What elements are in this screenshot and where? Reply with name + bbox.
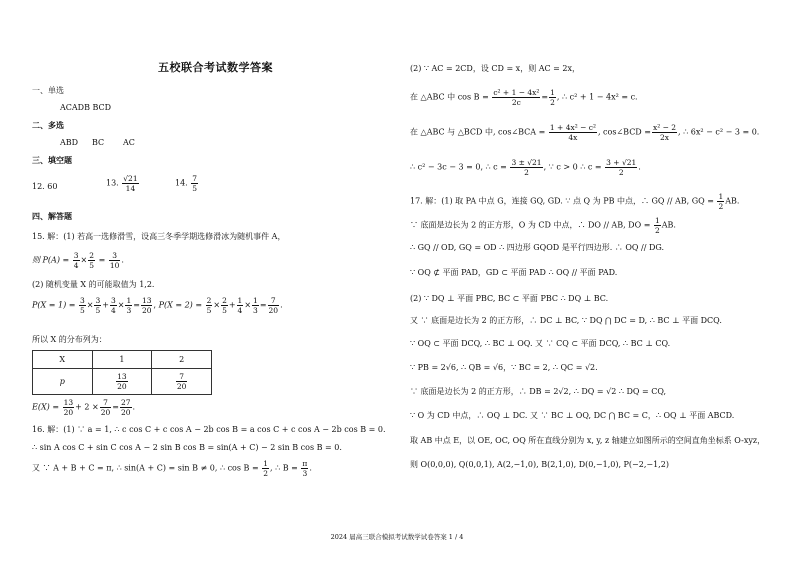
r3b: , cos∠BCD =	[597, 127, 651, 137]
q17-line-7: ∵ OQ ⊂ 平面 DCQ, ∴ BC ⊥ OQ. 又 ∵ CQ ⊂ 平面 DCQ, ∴ BC ⊥ CQ.	[410, 339, 671, 348]
r2b: =	[541, 92, 549, 102]
multi-choice-answer-1: ABD	[60, 138, 79, 147]
r3-f2-den: 2x	[659, 133, 669, 142]
q15-ex-mid: + 2 ×	[75, 402, 99, 412]
q17-line-6: 又 ∵ 底面是边长为 2 的正方形，∴ DC ⊥ BC, ∵ DQ ⋂ DC = D, ∴ BC ⊥ 平面 DCQ.	[410, 316, 722, 325]
p1-num: 13	[117, 372, 127, 381]
q16-l3c: .	[309, 463, 312, 473]
q16-part2-line-3	[410, 123, 759, 142]
p2-den: 20	[176, 382, 187, 391]
q13-fraction	[122, 174, 138, 193]
q17-line-5: (2) ∵ DQ ⊥ 平面 PBC, BC ⊂ 平面 PBC ∴ DQ ⊥ BC.	[410, 294, 609, 303]
q15-times: ×	[80, 255, 88, 265]
section-multi-choice-heading: 二、多选	[32, 120, 64, 130]
q14-answer	[175, 174, 199, 193]
q13-den: 14	[125, 184, 136, 193]
q13-label: 13.	[106, 178, 119, 188]
r4-f-num: 3 ± √21	[511, 158, 542, 167]
q15-frac-1-num: 3	[73, 251, 79, 260]
q15-px1-label: P(X = 1) =	[32, 300, 76, 310]
q17-line-3: ∴ GQ // OD, GQ = OD ∴ 四边形 GQOD 是平行四边形. ∴ OQ // DG.	[410, 243, 665, 252]
q15-line-3: (2) 随机变量 X 的可能取值为 1,2.	[32, 280, 155, 289]
q15-line-2	[32, 251, 124, 270]
q14-fraction	[191, 174, 198, 193]
q15-px2-label: P(X = 2) =	[158, 300, 203, 310]
q15-frac-2-den: 5	[89, 261, 95, 270]
r4a: ∴ c² − 3c − 3 = 0, ∴ c =	[410, 162, 507, 172]
r4-f-den: 2	[524, 168, 529, 177]
page-footer: 2024 届高三联合模拟考试数学试卷答案 1 / 4	[330, 533, 464, 541]
q15-frac-3-den: 10	[109, 261, 120, 270]
q16-line-2: ∴ sin A cos C + sin C cos A − 2 sin B cos B = sin(A + C) − 2 sin B cos B = 0.	[32, 443, 342, 452]
q15-pa-label: 则 P(A) =	[32, 255, 70, 265]
q15-frac-2-num: 2	[89, 251, 95, 260]
r2-f1-den: 2c	[511, 98, 521, 107]
page-title: 五校联合考试数学答案	[158, 61, 273, 74]
r2-f1-num: c² + 1 − 4x²	[493, 88, 540, 97]
section-fill-in-heading: 三、填空题	[32, 155, 72, 165]
p1-den: 20	[117, 382, 127, 391]
r3-f2-num: x² − 2	[652, 123, 677, 132]
q15-line-5: 所以 X 的分布列为：	[32, 335, 107, 344]
q17-line-9: ∵ 底面是边长为 2 的正方形，∴ DB = 2√2, ∴ DQ = √2 ∴ DQ = CQ,	[410, 387, 667, 396]
q15-frac-1-den: 4	[73, 261, 79, 270]
q17-f-den: 2	[718, 202, 724, 211]
q17b: AB.	[725, 196, 740, 206]
q16-l3a: 又 ∵ A + B + C = π, ∴ sin(A + C) = sin B ≠ 0, ∴ cos B =	[32, 463, 259, 473]
r2c: , ∴ c² + 1 − 4x² = c.	[556, 92, 638, 102]
r6-f-den: 2	[654, 226, 660, 235]
table-cell: 1	[92, 351, 152, 369]
section-solution-heading: 四、解答题	[32, 211, 72, 221]
multi-choice-answer-3: AC	[123, 138, 135, 147]
q14-label: 14.	[175, 178, 188, 188]
table-cell: p	[33, 369, 93, 395]
q14-num: 7	[192, 174, 198, 183]
q15-ex-eq: =	[112, 402, 119, 412]
r4-g-num: 3 + √21	[606, 158, 637, 167]
r4b: , ∵ c > 0 ∴ c =	[543, 162, 602, 172]
q13-answer	[106, 174, 140, 193]
q15-frac-1	[73, 251, 80, 270]
r3-f1-num: 1 + 4x² − c²	[549, 123, 596, 132]
q16-part2-line-2	[410, 88, 638, 107]
r3c: , ∴ 6x² − c² − 3 = 0.	[678, 127, 760, 137]
section-single-choice-heading: 一、单选	[32, 86, 64, 95]
q17-line-4: ∵ OQ ⊄ 平面 PAD，GD ⊂ 平面 PAD ∴ OQ // 平面 PAD.	[410, 268, 618, 277]
q15-eq: =	[98, 255, 106, 265]
multi-choice-answer-2: BC	[92, 138, 105, 147]
q17-line-2	[410, 216, 676, 235]
r2-f2-den: 2	[550, 98, 555, 107]
q16-line-1: 16. 解：(1) ∵ a = 1, ∴ c cos C + c cos A − 2b cos B = a cos C + c cos A − 2b cos B = 0.	[32, 425, 386, 434]
table-cell	[152, 369, 212, 395]
q15-period: .	[121, 255, 124, 265]
q16-part2-line-4	[410, 158, 641, 177]
q16-line-3: 又 ∵ A + B + C = π, ∴ sin(A + C) = sin B ≠ 0, ∴ cos B = $\frac{1}{2}$ , ∴ B = $\frac{\pi}{3}$ .	[32, 459, 312, 478]
table-cell: X	[33, 351, 93, 369]
r6a: ∵ 底面是边长为 2 的正方形，O 为 CD 中点，∴ DO // AB, DO =	[410, 220, 651, 230]
q17-line-11: 取 AB 中点 E，以 OE, OC, OQ 所在直线分别为 x, y, z 轴建立如图所示的空间直角坐标系 O-xyz，	[410, 436, 766, 445]
table-row	[33, 369, 212, 395]
q16-l3b: , ∴ B =	[269, 463, 298, 473]
r3a: 在 △ABC 与 △BCD 中, cos∠BCA =	[410, 127, 546, 137]
distribution-table	[32, 350, 212, 395]
table-cell	[92, 369, 152, 395]
q17-line-1	[410, 192, 739, 211]
r6b: AB.	[661, 220, 676, 230]
q15-line-4: P(X = 1) = $\frac{3}{5}$ × $\frac{3}{5}$ + $\frac{3}{4}$ × $\frac{1}{3}$ = $\frac{13}{20}$ , P(X = 2) = $\frac{2}{5}$ × $\frac{2}{5}$ + $\frac{1}{4}$ × $\frac{1}{3}$ = $\frac{7}{20}$ .	[32, 296, 283, 315]
q17-line-8: ∵ PB = 2√6, ∴ QB = √6，∵ BC = 2, ∴ QC = √2.	[410, 363, 598, 372]
q17-line-12: 则 O(0,0,0), Q(0,0,1), A(2,−1,0), B(2,1,0), D(0,−1,0), P(−2,−1,2)	[410, 460, 669, 469]
q17-line-10: ∵ O 为 CD 中点，∴ OQ ⊥ DC. 又 ∵ BC ⊥ OQ, DC ⋂ BC = C，∴ OQ ⊥ 平面 ABCD.	[410, 411, 735, 420]
p2-num: 7	[176, 372, 188, 382]
r6-f-num: 1	[654, 216, 660, 225]
r3-f1-den: 4x	[568, 133, 578, 142]
single-choice-answers: ACADB BCD	[60, 103, 112, 112]
q17-f-num: 1	[718, 192, 724, 201]
r2a: 在 △ABC 中 cos B =	[410, 92, 489, 102]
r4c: .	[638, 162, 641, 172]
q12-answer: 12. 60	[32, 182, 58, 191]
q15-frac-2	[88, 251, 95, 270]
r4-g-den: 2	[618, 168, 624, 177]
q15-ex-label: E(X) =	[32, 402, 60, 412]
q15-line-1: 15. 解：(1) 若高一选修滑雪，设高三冬季学期选修滑冰为随机事件 A，	[32, 232, 286, 241]
q14-den: 5	[192, 184, 198, 193]
q13-num: √21	[123, 174, 138, 183]
table-row	[33, 351, 212, 369]
q17a: 17. 解：(1) 取 PA 中点 G，连接 GQ, GD. ∵ 点 Q 为 PB 中点，∴ GQ // AB, GQ =	[410, 196, 714, 206]
r2-f2-num: 1	[550, 88, 555, 97]
q15-frac-3	[109, 251, 121, 270]
q16-part2-line-1: (2) ∵ AC = 2CD，设 CD = x，则 AC = 2x，	[410, 64, 581, 73]
q15-frac-3-num: 3	[109, 251, 121, 261]
table-cell: 2	[152, 351, 212, 369]
q15-expectation: E(X) = $\frac{13}{20}$ + 2 × $\frac{7}{20}$ = $\frac{27}{20}$ .	[32, 398, 136, 417]
